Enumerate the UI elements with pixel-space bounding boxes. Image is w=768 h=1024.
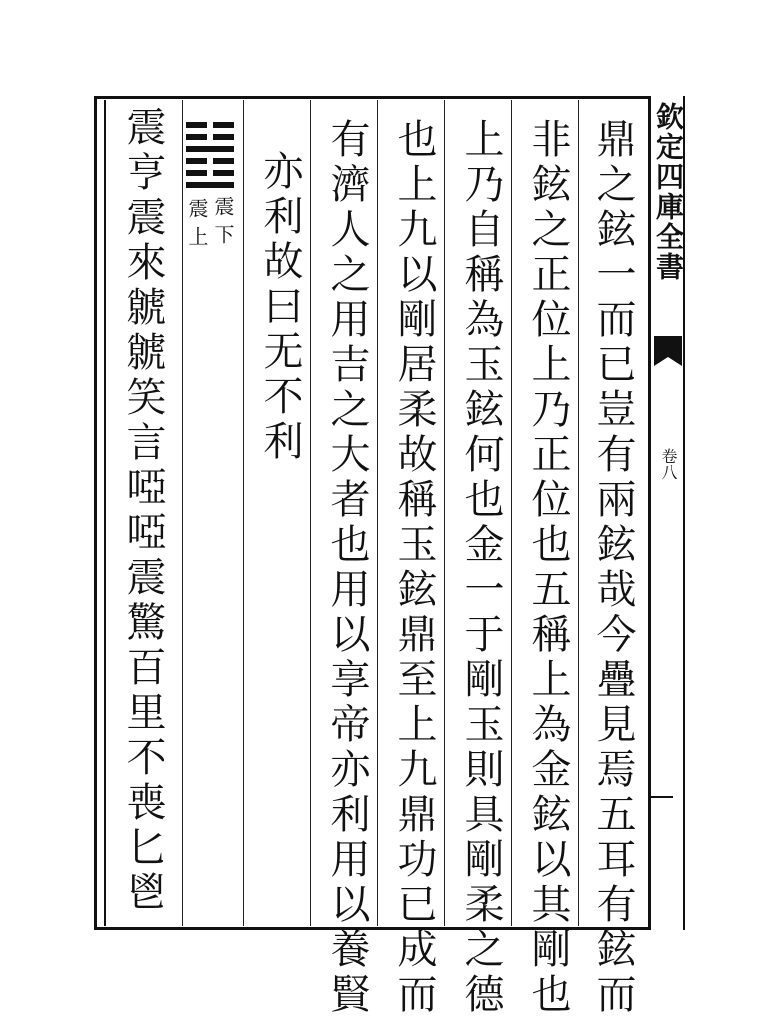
text-column-6: 亦利故曰无不利 bbox=[257, 150, 303, 465]
text-column-3: 上乃自稱為玉鉉何也金一于剛玉則具剛柔之德 bbox=[458, 118, 504, 1018]
column-rule bbox=[182, 100, 183, 926]
volume-number: 卷八 bbox=[659, 448, 678, 480]
spine-tick-mark bbox=[651, 796, 673, 798]
hexagram-lower-label: 震下 bbox=[211, 196, 235, 252]
page-border-inner-left bbox=[104, 100, 106, 926]
text-column-2: 非鉉之正位上乃正位也五稱上為金鉉以其剛也 bbox=[525, 118, 571, 1018]
text-column-4: 也上九以剛居柔故稱玉鉉鼎至上九鼎功已成而 bbox=[391, 118, 437, 1018]
book-title: 欽定四庫全書 bbox=[652, 102, 685, 282]
column-rule bbox=[243, 100, 244, 926]
text-column-5: 有濟人之用吉之大者也用以享帝亦利用以養賢 bbox=[324, 118, 370, 1018]
hexagram-upper-label: 震上 bbox=[185, 198, 209, 254]
text-column-1: 鼎之鉉一而已豈有兩鉉哉今疊見焉五耳有鉉而 bbox=[590, 118, 636, 1018]
hexagram-zhen-icon bbox=[186, 122, 234, 194]
hexagram-judgment: 震亨震來虩虩笑言啞啞震驚百里不喪匕鬯 bbox=[120, 106, 166, 916]
